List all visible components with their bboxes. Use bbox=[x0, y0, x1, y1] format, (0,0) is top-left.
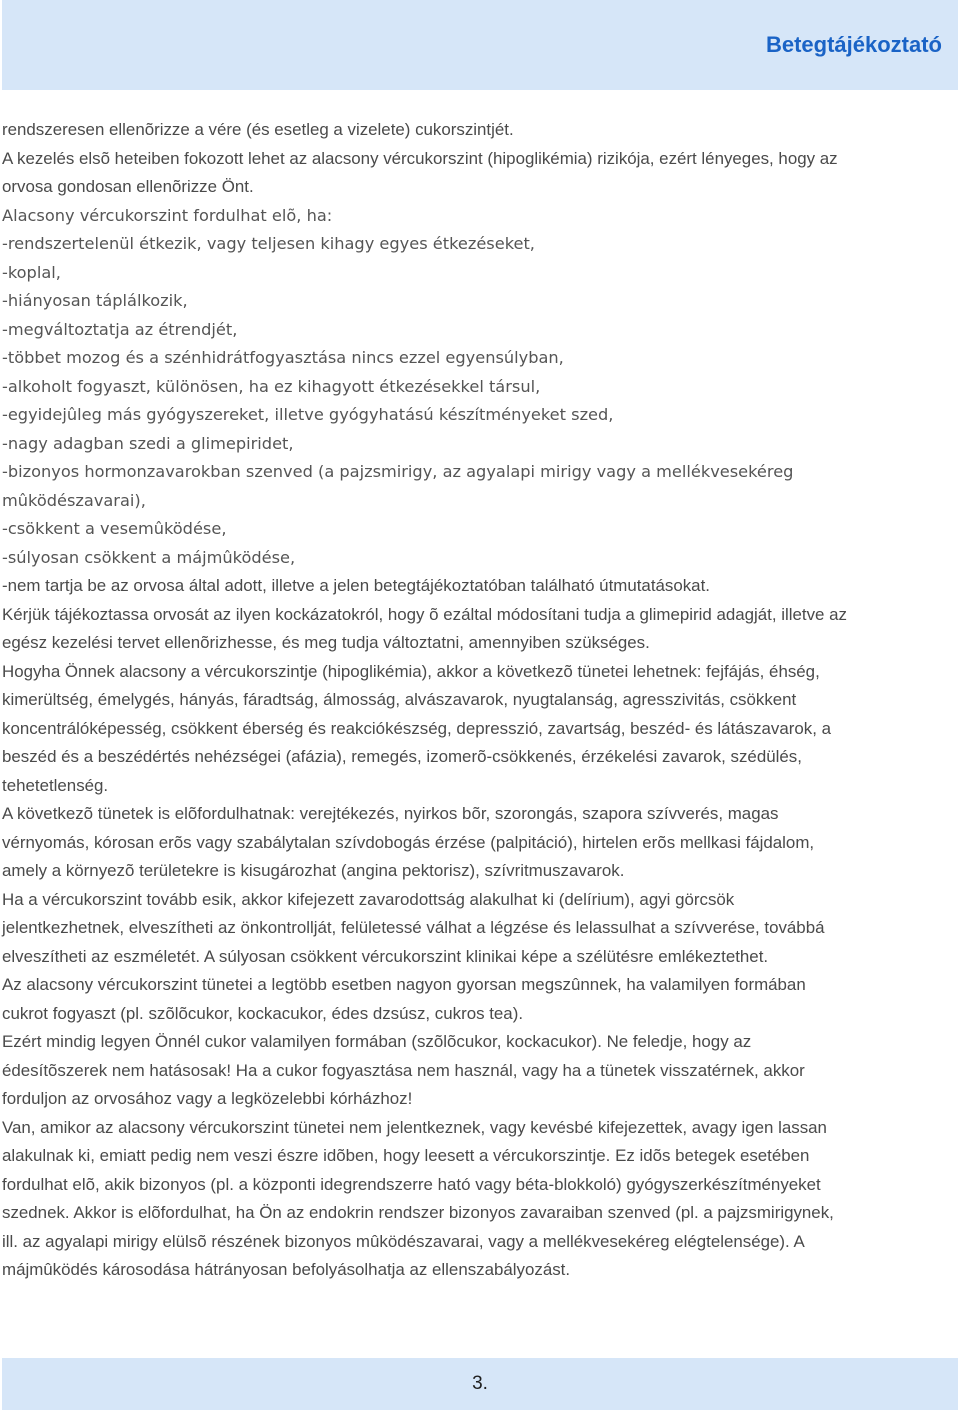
text-line: -nagy adagban szedi a glimepiridet, bbox=[2, 433, 294, 453]
text-line: -egyidejûleg más gyógyszereket, illetve gyógyhatású készítményeket szed, bbox=[2, 405, 614, 424]
text-line: Alacsony vércukorszint fordulhat elõ, ha: bbox=[2, 205, 333, 225]
text-line: amely a környezõ területekre is kisugározhat (angina pektorisz), szívritmuszavarok. bbox=[2, 861, 625, 880]
header-band bbox=[2, 0, 958, 90]
text-line: -alkoholt fogyaszt, különösen, ha ez kihagyott étkezésekkel társul, bbox=[2, 376, 541, 396]
text-line: koncentrálóképesség, csökkent éberség és reakciókészség, depresszió, zavartság, beszéd- és látászavarok, a bbox=[2, 718, 832, 738]
text-line: alakulnak ki, emiatt pedig nem veszi észre idõben, hogy leesett a vércukorszintje. Ez idõs betegek esetében bbox=[2, 1146, 810, 1165]
text-line: -megváltoztatja az étrendjét, bbox=[2, 319, 238, 339]
text-line: elveszítheti az eszméletét. A súlyosan csökkent vércukorszint klinikai képe a szélütésre emlékeztethet. bbox=[2, 946, 769, 966]
text-line: forduljon az orvosához vagy a legközelebbi kórházhoz! bbox=[2, 1089, 413, 1108]
text-line: mûködészavarai), bbox=[2, 490, 146, 510]
text-line: Van, amikor az alacsony vércukorszint tünetei nem jelentkeznek, vagy kevésbé kifejezettek, avagy igen lassan bbox=[2, 1117, 827, 1137]
text-line: -nem tartja be az orvosa által adott, illetve a jelen betegtájékoztatóban található útmutatásokat. bbox=[2, 576, 710, 595]
text-line: kimerültség, émelygés, hányás, fáradtság, álmosság, alvászavarok, nyugtalanság, agresszivitás, csökkent bbox=[2, 690, 797, 709]
text-line: A következõ tünetek is elõfordulhatnak: verejtékezés, nyirkos bõr, szorongás, szapora szívverés, magas bbox=[2, 804, 779, 823]
text-line: jelentkezhetnek, elveszítheti az önkontrollját, felületessé válhat a légzése és lelassulhat a szívverése, továbbá bbox=[2, 918, 825, 937]
page-number: 3. bbox=[472, 1373, 488, 1394]
text-line: Ha a vércukorszint tovább esik, akkor kifejezett zavarodottság alakulhat ki (delírium), agyi görcsök bbox=[2, 889, 735, 909]
text-line: fordulhat elõ, akik bizonyos (pl. a központi idegrendszerre ható vagy béta-blokkoló) gyógyszerkészítményeket bbox=[2, 1174, 821, 1194]
document-title: Betegtájékoztató bbox=[765, 32, 942, 57]
text-line: -csökkent a vesemûködése, bbox=[2, 519, 227, 538]
text-line: -hiányosan táplálkozik, bbox=[2, 291, 188, 310]
body-text bbox=[2, 116, 956, 1285]
text-line: beszéd és a beszédértés nehézségei (afázia), remegés, izomerõ-csökkenés, érzékelési zavarok, szédülés, bbox=[2, 747, 802, 766]
text-line: vérnyomás, kórosan erõs vagy szabálytalan szívdobogás érzése (palpitáció), hirtelen erõs mellkasi fájdalom, bbox=[2, 832, 815, 852]
footer-band bbox=[2, 1358, 958, 1410]
text-line: Hogyha Önnek alacsony a vércukorszintje (hipoglikémia), akkor a következõ tünetei lehetnek: fejfájás, éhség, bbox=[2, 661, 820, 681]
text-line: tehetetlenség. bbox=[2, 775, 109, 795]
text-line: rendszeresen ellenõrizze a vére (és esetleg a vizelete) cukorszintjét. bbox=[2, 120, 514, 139]
text-line: Kérjük tájékoztassa orvosát az ilyen kockázatokról, hogy õ ezáltal módosítani tudja a glimepirid adagját, illetve az bbox=[2, 604, 847, 624]
text-line: -súlyosan csökkent a májmûködése, bbox=[2, 547, 296, 567]
text-line: ill. az agyalapi mirigy elülsõ részének bizonyos mûködészavarai, vagy a mellékvesekéreg elégtelensége). A bbox=[2, 1231, 805, 1251]
text-line: -koplal, bbox=[2, 262, 61, 282]
text-line: Ezért mindig legyen Önnél cukor valamilyen formában (szõlõcukor, kockacukor). Ne feledje, hogy az bbox=[2, 1032, 752, 1051]
text-line: -bizonyos hormonzavarokban szenved (a pajzsmirigy, az agyalapi mirigy vagy a mellékvesekéreg bbox=[2, 462, 794, 481]
text-line: A kezelés elsõ heteiben fokozott lehet az alacsony vércukorszint (hipoglikémia) rizikója, ezért lényeges, hogy az bbox=[2, 148, 838, 168]
text-line: szednek. Akkor is elõfordulhat, ha Ön az endokrin rendszer bizonyos zavaraiban szenved (pl. a pajzsmirigynek, bbox=[2, 1203, 834, 1222]
text-line: édesítõszerek nem hatásosak! Ha a cukor fogyasztása nem használ, vagy ha a tünetek visszatérnek, akkor bbox=[2, 1060, 805, 1080]
text-line: Az alacsony vércukorszint tünetei a legtöbb esetben nagyon gyorsan megszûnnek, ha valamilyen formában bbox=[2, 975, 806, 994]
text-line: cukrot fogyaszt (pl. szõlõcukor, kockacukor, édes dzsúsz, cukros tea). bbox=[2, 1003, 524, 1023]
text-line: -többet mozog és a szénhidrátfogyasztása nincs ezzel egyensúlyban, bbox=[2, 348, 564, 367]
text-line: májmûködés károsodása hátrányosan befolyásolhatja az ellenszabályozást. bbox=[2, 1260, 571, 1279]
text-line: orvosa gondosan ellenõrizze Önt. bbox=[2, 177, 254, 196]
text-line: -rendszertelenül étkezik, vagy teljesen kihagy egyes étkezéseket, bbox=[2, 234, 535, 253]
text-line: egész kezelési tervet ellenõrizhesse, és meg tudja változtatni, amennyiben szükséges. bbox=[2, 633, 650, 652]
